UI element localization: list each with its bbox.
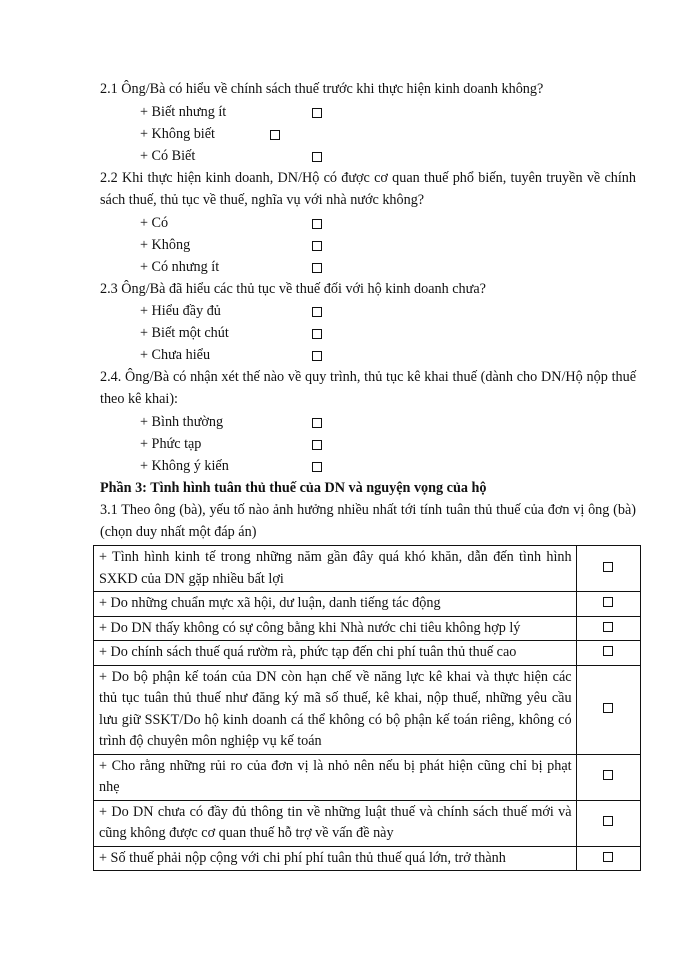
factor-text: + Do DN chưa có đầy đủ thông tin về những luật thuế và chính sách thuế mới và cũng không được cơ quan thuế hỗ trợ về vấn đề này (94, 800, 577, 846)
factor-checkbox[interactable] (603, 646, 613, 656)
table-row (94, 616, 641, 641)
option-2-1-a: + Biết nhưng ít (140, 104, 227, 120)
checkbox-2-3-c[interactable] (312, 351, 322, 361)
factor-text: + Tình hình kinh tế trong những năm gần đây quá khó khăn, dẫn đến tình hình SXKD của DN gặp nhiều bất lợi (94, 546, 577, 592)
checkbox-2-4-a[interactable] (312, 418, 322, 428)
option-2-3-c: + Chưa hiểu (140, 347, 211, 363)
factor-checkbox[interactable] (603, 622, 613, 632)
table-row (94, 665, 641, 754)
factor-text: + Do bộ phận kế toán của DN còn hạn chế về năng lực kê khai và thực hiện các thủ tục tuân thủ thuế như đăng ký mã số thuế, kê khai, nộp thuế, những yêu cầu lưu giữ SSKT/Do hộ kinh doanh cá thể không có bộ phận kế toán riêng, không có trình độ chuyên môn nghiệp vụ kế toán (94, 665, 577, 754)
checkbox-2-1-b[interactable] (270, 130, 280, 140)
checkbox-2-3-a[interactable] (312, 307, 322, 317)
table-row (94, 846, 641, 871)
checkbox-2-1-a[interactable] (312, 108, 322, 118)
table-row (94, 546, 641, 592)
checkbox-2-4-c[interactable] (312, 462, 322, 472)
factor-checkbox[interactable] (603, 562, 613, 572)
factor-table (93, 545, 641, 871)
factor-checkbox[interactable] (603, 770, 613, 780)
checkbox-2-2-b[interactable] (312, 241, 322, 251)
option-2-4-b: + Phức tạp (140, 436, 202, 452)
table-row (94, 592, 641, 617)
factor-checkbox[interactable] (603, 703, 613, 713)
part-3-heading: Phần 3: Tình hình tuân thủ thuế của DN và nguyện vọng của hộ (100, 480, 487, 496)
checkbox-2-4-b[interactable] (312, 440, 322, 450)
question-2-3: 2.3 Ông/Bà đã hiểu các thủ tục về thuế đối với hộ kinh doanh chưa? (100, 281, 486, 297)
factor-checkbox[interactable] (603, 816, 613, 826)
factor-text: + Số thuế phải nộp cộng với chi phí phí tuân thủ thuế quá lớn, trở thành (94, 846, 577, 871)
option-2-2-a: + Có (140, 215, 169, 231)
question-2-4: 2.4. Ông/Bà có nhận xét thế nào về quy trình, thủ tục kê khai thuế (dành cho DN/Hộ nộp thuế theo kê khai): (100, 369, 636, 407)
factor-text: + Do những chuẩn mực xã hội, dư luận, danh tiếng tác động (94, 592, 577, 617)
option-2-1-c: + Có Biết (140, 148, 196, 164)
table-row (94, 800, 641, 846)
checkbox-2-3-b[interactable] (312, 329, 322, 339)
table-row (94, 641, 641, 666)
question-2-2: 2.2 Khi thực hiện kinh doanh, DN/Hộ có được cơ quan thuế phổ biến, tuyên truyền về chính sách thuế, thủ tục về thuế, nghĩa vụ với nhà nước không? (100, 170, 636, 208)
question-3-1: 3.1 Theo ông (bà), yếu tố nào ảnh hưởng nhiều nhất tới tính tuân thủ thuế của đơn vị ông (bà) (chọn duy nhất một đáp án) (100, 502, 636, 540)
checkbox-2-1-c[interactable] (312, 152, 322, 162)
factor-text: + Cho rằng những rủi ro của đơn vị là nhỏ nên nếu bị phát hiện cũng chỉ bị phạt nhẹ (94, 754, 577, 800)
option-2-3-b: + Biết một chút (140, 325, 229, 341)
option-2-1-b: + Không biết (140, 126, 215, 142)
option-2-4-c: + Không ý kiến (140, 458, 229, 474)
table-row (94, 754, 641, 800)
checkbox-2-2-c[interactable] (312, 263, 322, 273)
question-2-1: 2.1 Ông/Bà có hiểu về chính sách thuế trước khi thực hiện kinh doanh không? (100, 81, 544, 97)
factor-text: + Do DN thấy không có sự công bằng khi Nhà nước chi tiêu không hợp lý (94, 616, 577, 641)
factor-checkbox[interactable] (603, 852, 613, 862)
option-2-3-a: + Hiểu đầy đủ (140, 303, 221, 319)
option-2-4-a: + Bình thường (140, 414, 224, 430)
option-2-2-c: + Có nhưng ít (140, 259, 220, 275)
factor-text: + Do chính sách thuế quá rườm rà, phức tạp đến chi phí tuân thủ thuế cao (94, 641, 577, 666)
checkbox-2-2-a[interactable] (312, 219, 322, 229)
factor-checkbox[interactable] (603, 597, 613, 607)
option-2-2-b: + Không (140, 237, 191, 253)
